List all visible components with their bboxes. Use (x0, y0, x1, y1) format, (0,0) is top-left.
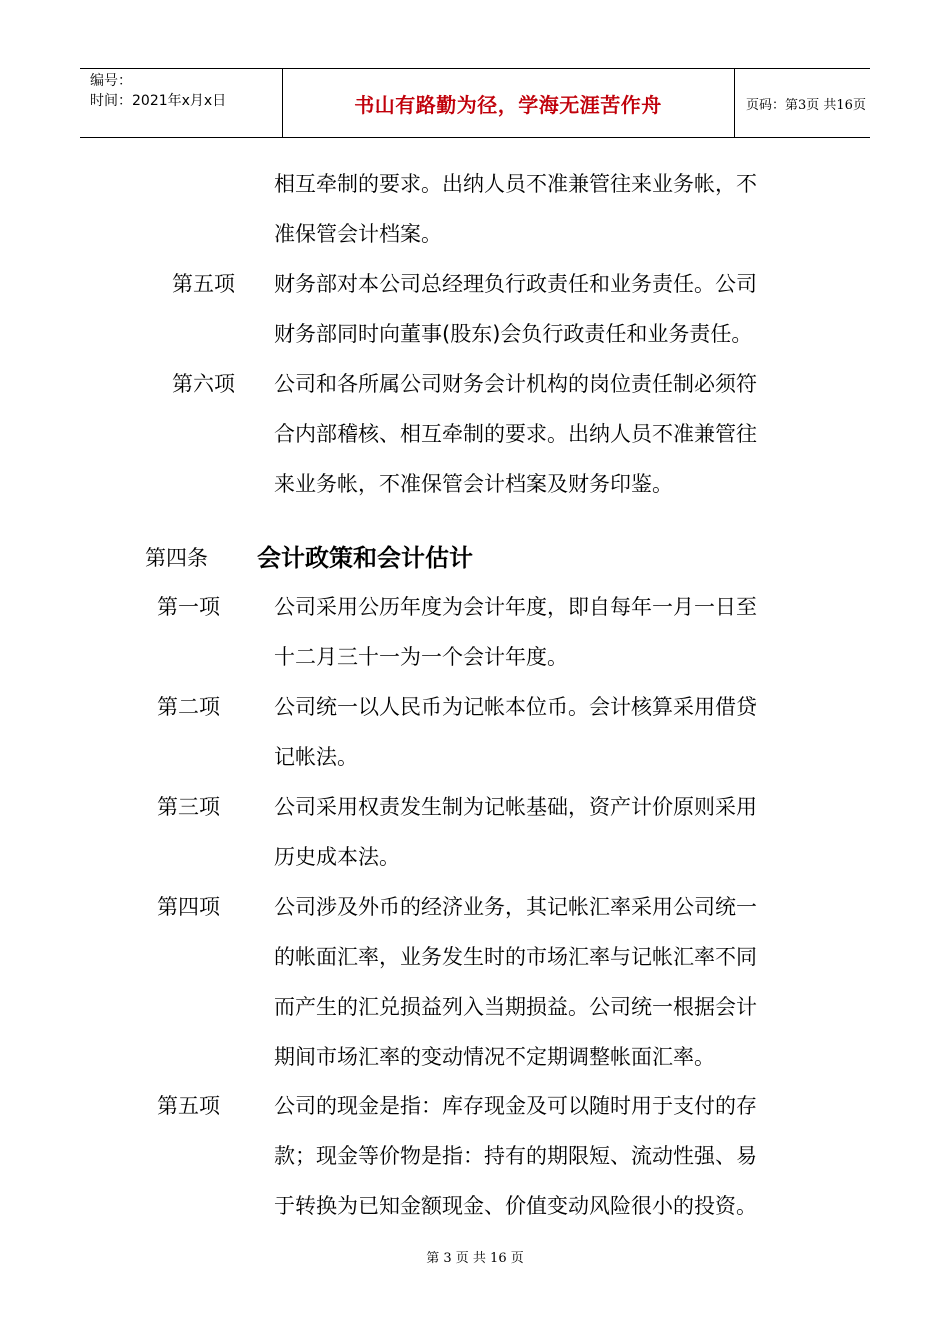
item-label: 第五项 (172, 272, 235, 296)
header-page-cell (734, 69, 870, 137)
item-text-line: 款；现金等价物是指：持有的期限短、流动性强、易 (274, 1144, 757, 1168)
item-text-line: 公司的现金是指：库存现金及可以随时用于支付的存 (274, 1094, 757, 1118)
page-footer: 第 3 页 共 16 页 (426, 1251, 524, 1266)
item-label: 第六项 (172, 372, 235, 396)
item-text-line: 的帐面汇率，业务发生时的市场汇率与记帐汇率不同 (274, 945, 757, 969)
motto-text: 书山有路勤为径，学海无涯苦作舟 (354, 92, 662, 117)
item-text-line: 财务部对本公司总经理负行政责任和业务责任。公司 (274, 272, 757, 296)
item-text-line: 财务部同时向董事(股东)会负行政责任和业务责任。 (274, 322, 753, 346)
article-title: 会计政策和会计估计 (257, 544, 473, 572)
item-text-line: 于转换为已知金额现金、价值变动风险很小的投资。 (274, 1194, 757, 1218)
serial-number-label: 编号： (90, 73, 132, 89)
item-text-line: 而产生的汇兑损益列入当期损益。公司统一根据会计 (274, 995, 757, 1019)
item-label: 第三项 (157, 795, 220, 819)
article-number: 第四条 (145, 546, 208, 570)
header-page-info: 页码：第3页 共16页 (746, 97, 866, 113)
item-text-line: 合内部稽核、相互牵制的要求。出纳人员不准兼管往 (274, 422, 757, 446)
item-text-line: 历史成本法。 (274, 845, 400, 869)
item-text-line: 公司涉及外币的经济业务，其记帐汇率采用公司统一 (274, 895, 757, 919)
date-label: 时间：2021年x月x日 (90, 93, 227, 109)
item-text-line: 公司采用权责发生制为记帐基础，资产计价原则采用 (274, 795, 757, 819)
item-label: 第二项 (157, 695, 220, 719)
item-text-line: 公司统一以人民币为记帐本位币。会计核算采用借贷 (274, 695, 757, 719)
continuation-line: 相互牵制的要求。出纳人员不准兼管往来业务帐，不 (274, 172, 757, 196)
item-text-line: 记帐法。 (274, 745, 358, 769)
item-label: 第一项 (157, 595, 220, 619)
item-text-line: 来业务帐，不准保管会计档案及财务印鉴。 (274, 472, 673, 496)
item-label: 第五项 (157, 1094, 220, 1118)
header-meta-cell (80, 69, 283, 137)
continuation-line: 准保管会计档案。 (274, 222, 442, 246)
item-text-line: 公司采用公历年度为会计年度，即自每年一月一日至 (274, 595, 757, 619)
item-text-line: 期间市场汇率的变动情况不定期调整帐面汇率。 (274, 1045, 715, 1069)
item-text-line: 十二月三十一为一个会计年度。 (274, 645, 568, 669)
page-header (80, 68, 870, 138)
header-motto-cell (282, 69, 735, 137)
item-text-line: 公司和各所属公司财务会计机构的岗位责任制必须符 (274, 372, 757, 396)
item-label: 第四项 (157, 895, 220, 919)
